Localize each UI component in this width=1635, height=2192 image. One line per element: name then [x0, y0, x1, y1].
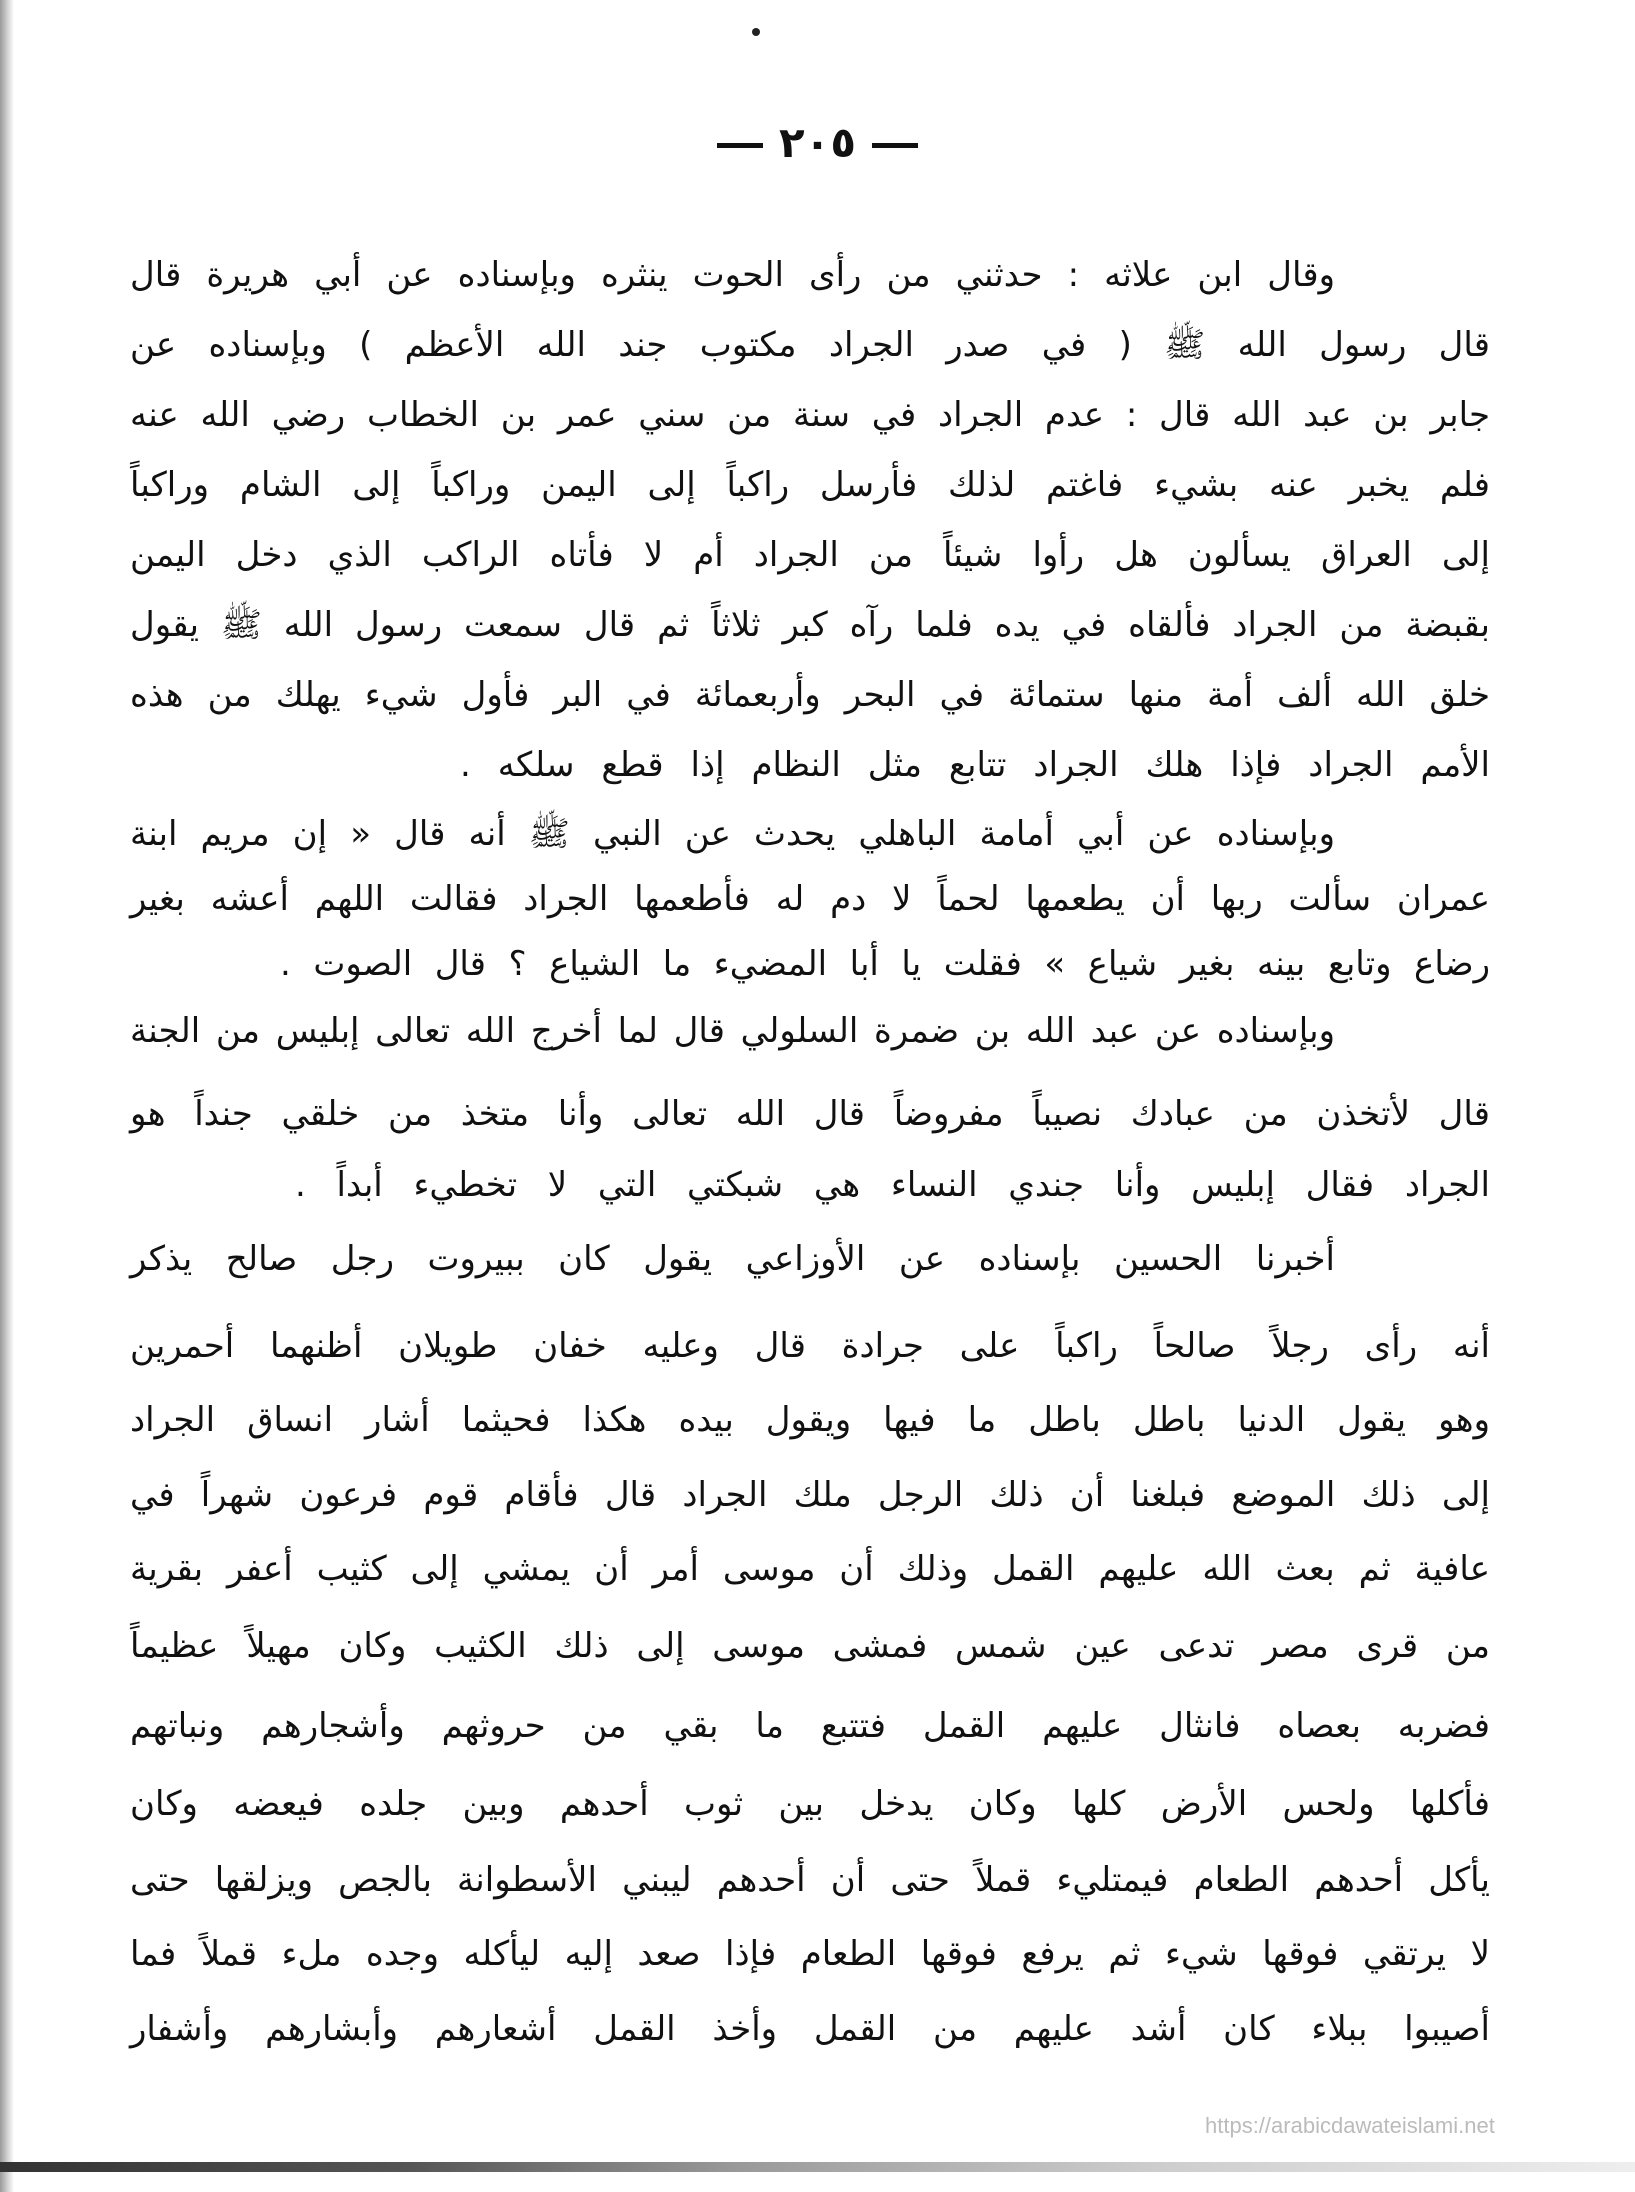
scan-bottom-streak	[0, 2162, 1635, 2172]
text-line: وبإسناده عن عبد الله بن ضمرة السلولي قال لما أخرج الله تعالى إبليس من الجنة	[130, 1011, 1335, 1051]
text-line: رضاع وتابع بينه بغير شياع » فقلت يا أبا المضيء ما الشياع ؟ قال الصوت .	[280, 944, 1490, 984]
scan-edge-shadow	[0, 0, 14, 2192]
text-line: قال لأتخذن من عبادك نصيباً مفروضاً قال الله تعالى وأنا متخذ من خلقي جنداً هو	[130, 1094, 1490, 1134]
text-line: لا يرتقي فوقها شيء ثم يرفع فوقها الطعام فإذا صعد إليه ليأكله وجده ملء قملاً فما	[130, 1934, 1490, 1974]
ink-dot	[752, 28, 760, 36]
text-line: وهو يقول الدنيا باطل باطل ما فيها ويقول بيده هكذا فحيثما أشار انساق الجراد	[130, 1400, 1490, 1440]
text-line: الجراد فقال إبليس وأنا جندي النساء هي شبكتي التي لا تخطيء أبداً .	[295, 1165, 1490, 1205]
text-line: قال رسول الله ﷺ ( في صدر الجراد مكتوب جند الله الأعظم ) وبإسناده عن	[130, 325, 1490, 365]
text-line: الأمم الجراد فإذا هلك الجراد تتابع مثل النظام إذا قطع سلكه .	[460, 745, 1490, 785]
text-line: من قرى مصر تدعى عين شمس فمشى موسى إلى ذلك الكثيب وكان مهيلاً عظيماً	[130, 1626, 1490, 1666]
dash-right	[717, 143, 763, 148]
text-line: وبإسناده عن أبي أمامة الباهلي يحدث عن النبي ﷺ أنه قال « إن مريم ابنة	[130, 814, 1335, 854]
text-line: أخبرنا الحسين بإسناده عن الأوزاعي يقول كان ببيروت رجل صالح يذكر	[130, 1239, 1335, 1279]
dash-left	[872, 143, 918, 148]
text-line: فضربه بعصاه فانثال عليهم القمل فتتبع ما بقي من حروثهم وأشجارهم ونباتهم	[130, 1706, 1490, 1746]
text-line: يأكل أحدهم الطعام فيمتليء قملاً حتى أن أحدهم ليبني الأسطوانة بالجص ويزلقها حتى	[130, 1860, 1490, 1900]
text-line: فأكلها ولحس الأرض كلها وكان يدخل بين ثوب أحدهم وبين جلده فيعضه وكان	[130, 1784, 1490, 1824]
text-line: إلى العراق يسألون هل رأوا شيئاً من الجراد أم لا فأتاه الراكب الذي دخل اليمن	[130, 535, 1490, 575]
text-line: عمران سألت ربها أن يطعمها لحماً لا دم له فأطعمها الجراد فقالت اللهم أعشه بغير	[130, 879, 1490, 919]
page-number-text: ٢٠٥	[779, 118, 856, 167]
text-line: وقال ابن علاثه : حدثني من رأى الحوت ينثره وبإسناده عن أبي هريرة قال	[130, 255, 1335, 295]
text-line: فلم يخبر عنه بشيء فاغتم لذلك فأرسل راكباً إلى اليمن وراكباً إلى الشام وراكباً	[130, 465, 1490, 505]
watermark-url: https://arabicdawateislami.net	[1205, 2113, 1495, 2138]
text-line: عافية ثم بعث الله عليهم القمل وذلك أن موسى أمر أن يمشي إلى كثيب أعفر بقرية	[130, 1549, 1490, 1589]
text-line: جابر بن عبد الله قال : عدم الجراد في سنة من سني عمر بن الخطاب رضي الله عنه	[130, 395, 1490, 435]
text-line: أصيبوا ببلاء كان أشد عليهم من القمل وأخذ القمل أشعارهم وأبشارهم وأشفار	[130, 2009, 1490, 2049]
text-line: بقبضة من الجراد فألقاه في يده فلما رآه كبر ثلاثاً ثم قال سمعت رسول الله ﷺ يقول	[130, 605, 1490, 645]
page-number	[0, 118, 1635, 167]
text-line: أنه رأى رجلاً صالحاً راكباً على جرادة قال وعليه خفان طويلان أظنهما أحمرين	[130, 1326, 1490, 1366]
text-line: خلق الله ألف أمة منها ستمائة في البحر وأربعمائة في البر فأول شيء يهلك من هذه	[130, 675, 1490, 715]
text-line: إلى ذلك الموضع فبلغنا أن ذلك الرجل ملك الجراد قال فأقام قوم فرعون شهراً في	[130, 1475, 1490, 1515]
